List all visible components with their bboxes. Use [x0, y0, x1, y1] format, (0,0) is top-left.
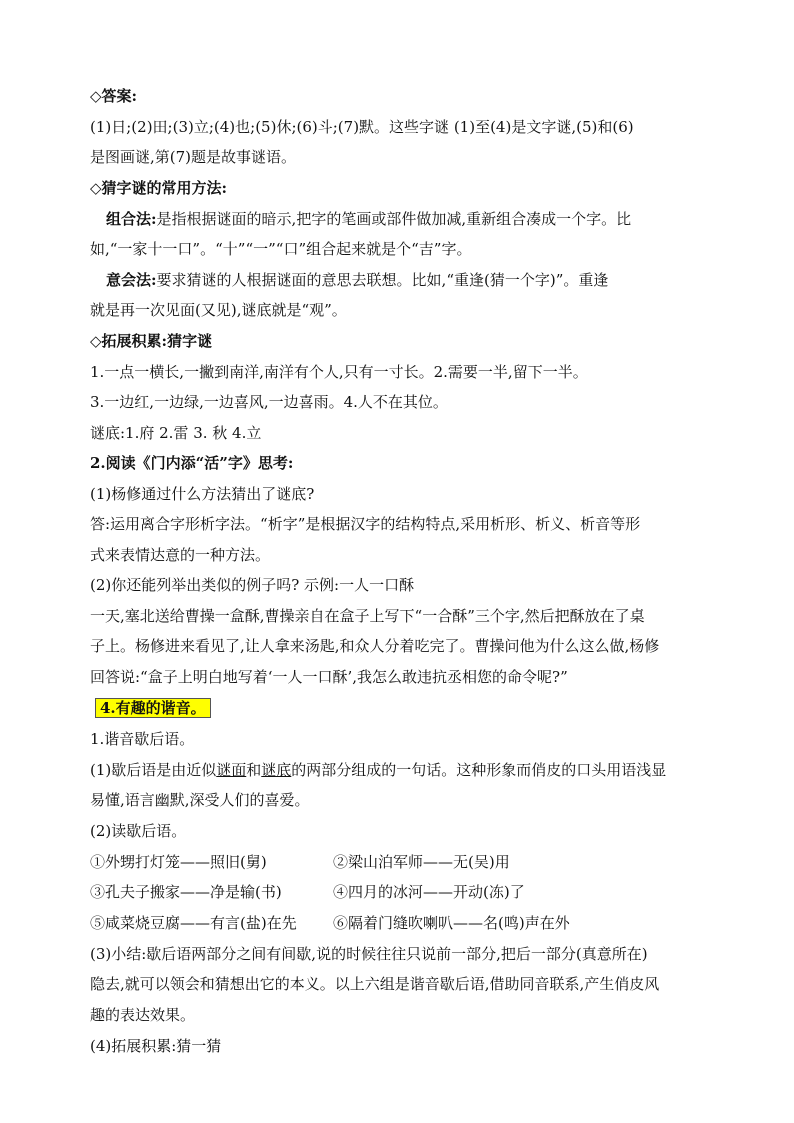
xiehouyu-row: [90, 852, 690, 872]
story-line: 子上。杨修进来看见了,让人拿来汤匙,和众人分着吃完了。曹操问他为什么这么做,杨修: [90, 637, 660, 655]
combo-text-cont: 如,“一家十一口”。“十”“一”“口”组合起来就是个“吉”字。: [90, 240, 472, 258]
meaning-label: 意会法:: [106, 271, 157, 289]
riddle-line: 3.一边红,一边绿,一边喜风,一边喜雨。4.人不在其位。: [90, 393, 448, 411]
combo-label: 组合法:: [106, 210, 157, 228]
answer-line: 是图画谜,第(7)题是故事谜语。: [90, 148, 297, 166]
xiehouyu-row: [90, 882, 690, 902]
methods-heading: ◇猜字谜的常用方法:: [90, 179, 228, 197]
riddle-line: 1.一点一横长,一撇到南洋,南洋有个人,只有一寸长。2.需要一半,留下一半。: [90, 363, 588, 381]
meaning-text: 要求猜谜的人根据谜面的意思去联想。比如,“重逢(猜一个字)”。重逢: [156, 271, 609, 289]
underlined-term: 谜面: [216, 761, 247, 779]
story-line: 一天,塞北送给曹操一盒酥,曹操亲自在盒子上写下“一合酥”三个字,然后把酥放在了桌: [90, 607, 645, 625]
homophone-heading: [96, 698, 210, 718]
definition-line: [90, 760, 666, 780]
xiehouyu-item: ④四月的冰河——开动(冻)了: [333, 883, 525, 901]
highlighted-heading: 4.有趣的谐音。: [96, 699, 210, 717]
answer-heading: ◇答案:: [90, 87, 138, 105]
summary-line: (3)小结:歇后语两部分之间有间歇,说的时候往往只说前一部分,把后一部分(真意所在): [90, 945, 648, 963]
xiehouyu-item: ⑥隔着门缝吹喇叭——名(鸣)声在外: [333, 914, 570, 932]
answer-1: 答:运用离合字形析字法。“析字”是根据汉字的结构特点,采用析形、析义、析音等形: [90, 515, 641, 533]
def-text: (1)歇后语是由近似: [90, 761, 217, 779]
meaning-method: [106, 270, 608, 290]
question-2: (2)你还能列举出类似的例子吗? 示例:一人一口酥: [90, 576, 415, 594]
summary-line: 隐去,就可以领会和猜想出它的本义。以上六组是谐音歇后语,借助同音联系,产生俏皮风: [90, 975, 660, 993]
xiehouyu-item: ①外甥打灯笼——照旧(舅): [90, 853, 267, 871]
definition-cont: 易懂,语言幽默,深受人们的喜爱。: [90, 791, 310, 809]
underlined-term: 谜底: [261, 761, 292, 779]
read-heading: 2.阅读《门内添“活”字》思考:: [90, 454, 294, 472]
expand-heading: ◇拓展积累:猜字谜: [90, 332, 213, 350]
combo-method: [106, 209, 631, 229]
def-text: 的两部分组成的一句话。这种形象而俏皮的口头用语浅显: [291, 761, 667, 779]
story-line: 回答说:“盒子上明白地写着‘一人一口酥’,我怎么敢违抗丞相您的命令呢?”: [90, 668, 568, 686]
def-text: 和: [246, 761, 262, 779]
xiehouyu-item: ③孔夫子搬家——净是输(书): [90, 883, 282, 901]
answer-1-cont: 式来表情达意的一种方法。: [90, 546, 271, 564]
meaning-text-cont: 就是再一次见面(又见),谜底就是“观”。: [90, 301, 347, 319]
question-1: (1)杨修通过什么方法猜出了谜底?: [90, 485, 315, 503]
expand-2: (4)拓展积累:猜一猜: [90, 1037, 222, 1055]
read-xiehouyu: (2)读歇后语。: [90, 822, 187, 840]
xiehouyu-title: 1.谐音歇后语。: [90, 730, 195, 748]
xiehouyu-item: ⑤咸菜烧豆腐——有言(盐)在先: [90, 914, 297, 932]
summary-line: 趣的表达效果。: [90, 1006, 196, 1024]
riddle-answers: 谜底:1.府 2.雷 3. 秋 4.立: [90, 424, 262, 442]
answer-line: (1)日;(2)田;(3)立;(4)也;(5)休;(6)斗;(7)默。这些字谜 (1)至(4)是文字谜,(5)和(6): [90, 118, 634, 136]
xiehouyu-item: ②梁山泊军师——无(吴)用: [333, 853, 510, 871]
combo-text: 是指根据谜面的暗示,把字的笔画或部件做加减,重新组合凑成一个字。比: [156, 210, 632, 228]
xiehouyu-row: [90, 913, 690, 933]
